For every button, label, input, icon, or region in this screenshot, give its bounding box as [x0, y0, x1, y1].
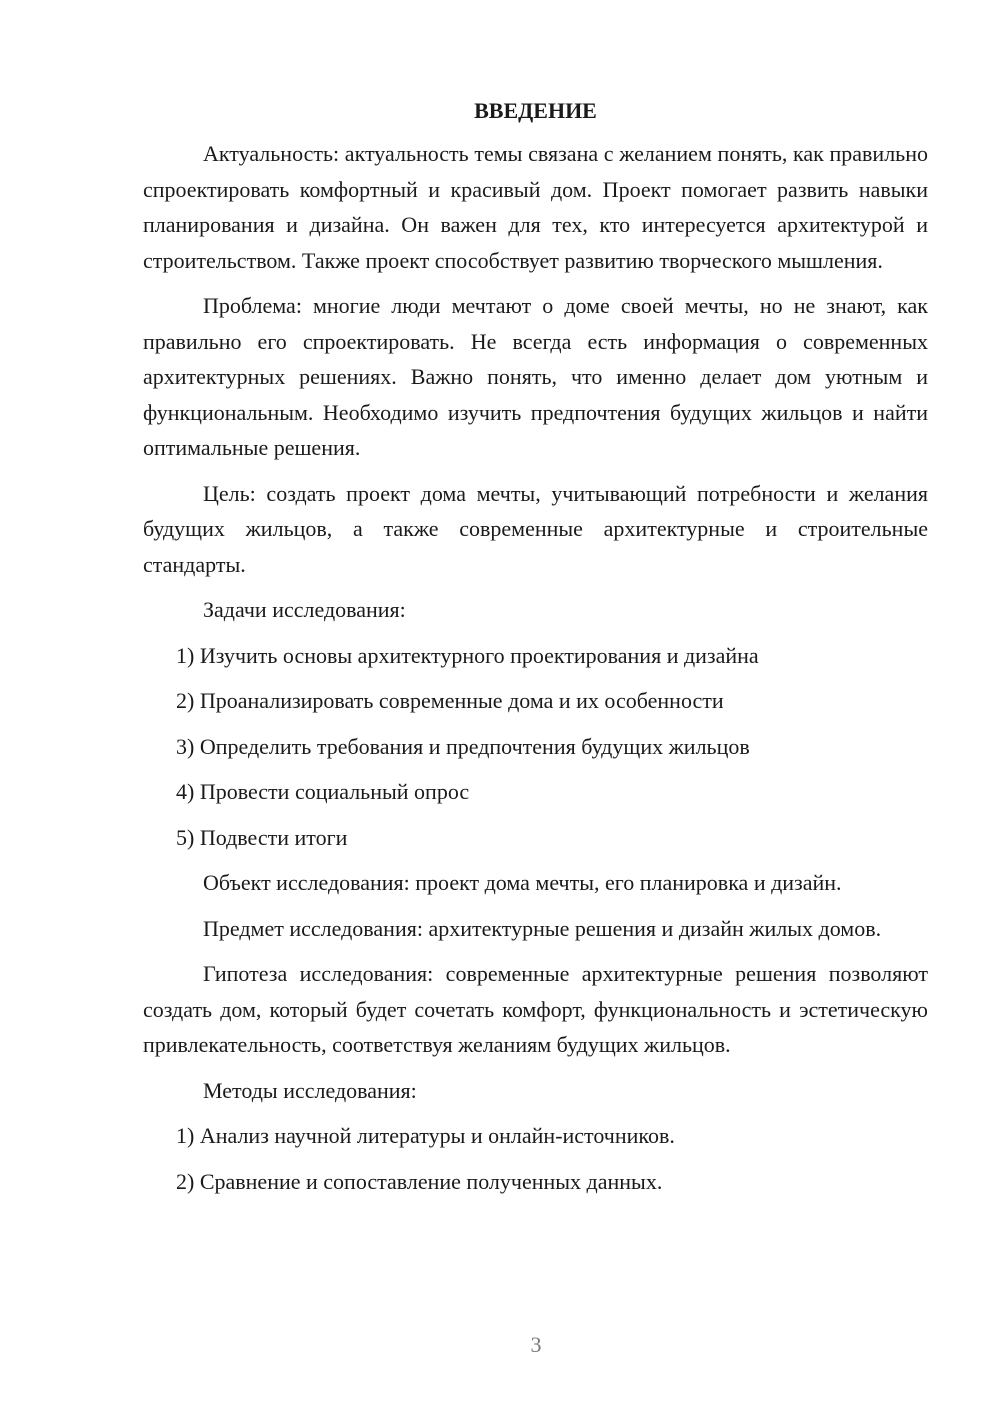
task-item: 4) Провести социальный опрос	[176, 779, 470, 804]
task-item: 2) Проанализировать современные дома и их особенности	[176, 688, 724, 713]
methods-heading: Методы исследования:	[203, 1077, 417, 1103]
method-item: 2) Сравнение и сопоставление полученных данных.	[176, 1168, 663, 1194]
task-item: 3) Определить требования и предпочтения будущих жильцов	[176, 733, 750, 759]
object-paragraph: Объект исследования: проект дома мечты, его планировка и дизайн.	[203, 870, 842, 895]
task-item: 1) Изучить основы архитектурного проектирования и дизайна	[176, 642, 759, 668]
page-content	[143, 94, 928, 1209]
methods-list	[143, 1118, 928, 1199]
page-number: 3	[530, 1332, 542, 1357]
problem-paragraph: Проблема: многие люди мечтают о доме своей мечты, но не знают, как правильно его спроектировать. Не всегда есть информация о современных архитектурных решениях. Важно понять, что именно делает дом уютным и функциональным. Необходимо изучить предпочтения будущих жильцов и найти оптимальные решения.	[143, 293, 928, 460]
tasks-list	[143, 638, 928, 856]
task-item: 5) Подвести итоги	[176, 824, 348, 850]
subject-paragraph: Предмет исследования: архитектурные решения и дизайн жилых домов.	[203, 915, 882, 941]
hypothesis-paragraph: Гипотеза исследования: современные архитектурные решения позволяют создать дом, который будет сочетать комфорт, функциональность и эстетическую привлекательность, соответствуя желаниям будущих жильцов.	[143, 961, 928, 1057]
tasks-heading: Задачи исследования:	[203, 597, 406, 622]
method-item: 1) Анализ научной литературы и онлайн-источников.	[176, 1123, 675, 1148]
relevance-paragraph: Актуальность: актуальность темы связана с желанием понять, как правильно спроектировать комфортный и красивый дом. Проект помогает развить навыки планирования и дизайна. Он важен для тех, кто интересуется архитектурой и строительством. Также проект способствует развитию творческого мышления.	[143, 141, 928, 273]
page-title: ВВЕДЕНИЕ	[474, 98, 597, 123]
goal-paragraph: Цель: создать проект дома мечты, учитывающий потребности и желания будущих жильцов, а также современные архитектурные и строительные стандарты.	[143, 480, 928, 577]
